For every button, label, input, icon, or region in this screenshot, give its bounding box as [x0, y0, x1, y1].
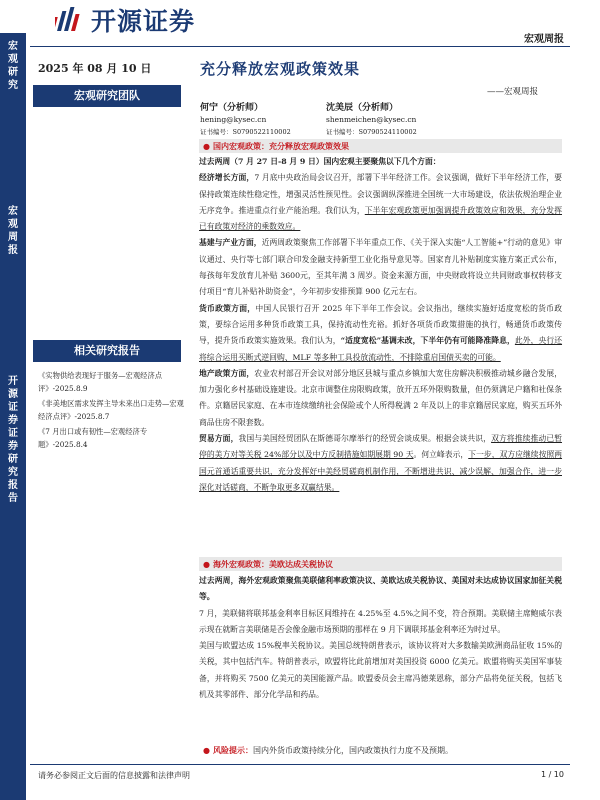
analyst-1 [200, 102, 291, 138]
bullet-icon: ● [203, 746, 210, 755]
band-tab-macro-research: 宏观研究 [8, 41, 18, 91]
analyst-name: 沈美辰（分析师） [326, 103, 399, 113]
report-title: 充分释放宏观政策效果 [200, 60, 361, 78]
band-tab-research-report: 开源证券 证券研究报告 [8, 376, 18, 504]
related-item[interactable]: 《非美地区需求发挥主导未来出口走势—宏观经济点评》-2025.8.7 [38, 399, 184, 421]
para-trade: 贸易方面，我国与美国经贸团队在斯德哥尔摩举行的经贸会谈成果。根据会谈共识，双方将推续推动已暂停的美方对等关税 24%部分以及中方反制措施如期展期 90 天。何立峰表示，下一步，双方应继续按照两国元首通话重要共识，充分发挥好中美经贸磋商机制作用，不断增进共识、减少误解、加强合作，进一步深化对话磋商，不断争取更多双赢结果。 [199, 434, 563, 492]
related-list [38, 370, 186, 454]
para-growth: 经济增长方面，7 月底中央政治局会议召开，部署下半年经济工作。会议强调，做好下半年经济工作，要保持政策连续性稳定性，增强灵活性预见性。会议强调纵深推进全国统一大市场建设，依法依规治理企业无序竞争。推进重点行业产能治理。我们认为，下半年宏观政策更加强调提升政策效应和效果，充分发挥已有政策对经济的乘数效应。 [199, 173, 563, 232]
section-label: 风险提示： [212, 745, 253, 755]
para-monetary: 货币政策方面，中国人民银行召开 2025 年下半年工作会议。会议指出，继续实施好适度宽松的货币政策，要综合运用多种货币政策工具，保持流动性充裕。抓好各项货币政策措施的执行，畅通货币政策传导，提升货币政策实施效果。我们认为，“适度宽松”基调未改，下半年仍有可能降准降息，此外，央行还将综合运用买断式逆回购、MLF 等多种工具投放流动性，不排除重启国债买卖的可能。 [199, 303, 563, 362]
page-number: 1 / 10 [540, 770, 564, 779]
intro: 过去两周（7 月 27 日-8 月 9 日）国内宏观主要聚焦以下几个方面： [199, 157, 441, 166]
section-domestic-policy [199, 139, 562, 153]
brand-logo [55, 2, 195, 38]
overseas-body [199, 573, 562, 703]
report-subtitle: ——宏观周报 [486, 87, 538, 97]
overseas-intro: 过去两周，海外宏观政策聚焦美联储利率政策决议、美欧达成关税协议、美国对未达成协议国家加征关税等。 [199, 576, 562, 602]
para-property: 地产政策方面，农业农村部召开会议对部分地区县城与重点乡镇加大宽住房解决积极推动城乡融合发展，加力强化乡村基础设施建设。北京市调整住房限购政策，放开五环外限购数量，但仍须满足户籍和社保条件。京籍居民家庭、在本市连续缴纳社会保险或个人所得税满 2 年及以上的非京籍居民家庭，购买五环外商品住房不限套数。 [199, 368, 563, 427]
analyst-cert: 证书编号：S0790522110002 [200, 128, 291, 136]
domestic-body [199, 154, 562, 496]
bullet-icon: ● [203, 142, 210, 151]
band-tab-weekly: 宏观周报 [8, 206, 18, 256]
related-item[interactable]: 《7 月出口或有韧性—宏观经济专题》-2025.8.4 [38, 427, 148, 449]
footer-disclaimer: 请务必参阅正文后面的信息披露和法律声明 [38, 771, 190, 780]
bullet-icon: ● [203, 560, 210, 569]
section-headline: 充分释放宏观政策效果 [268, 141, 349, 151]
para-fed: 7 月，美联储将联邦基金利率目标区间维持在 4.25%至 4.5%之间不变，符合预期。美联储主席鲍威尔表示现在就断言美联储是否会像金融市场预期的那样在 9 月下调联邦基金利率还为时过早。 [199, 608, 562, 634]
brand-name: 开源证券 [91, 7, 196, 36]
footer-divider [30, 764, 570, 765]
section-label: 海外宏观政策： [212, 559, 269, 569]
section-overseas-policy [199, 557, 562, 571]
header-divider [30, 46, 570, 47]
para-us-eu: 美国与欧盟达成 15%税率关税协议。美国总统特朗普表示，该协议将对大多数输美欧洲商品征收 15%的关税，其中包括汽车。特朗普表示，欧盟将比此前增加对美国投资 6000 亿美元。欧盟将购买美国军事装备，并将购买 7500 亿美元的美国能源产品。欧盟委员会主席冯德莱恩称，部分产品将免征关税，包括飞机及其零部件、部分化学品和药品。 [199, 641, 562, 700]
report-date: 2025 年 08 月 10 日 [38, 62, 152, 75]
team-title: 宏观研究团队 [33, 85, 181, 107]
section-headline: 美欧达成关税协议 [268, 559, 333, 569]
analyst-email[interactable]: hening@kysec.cn [200, 115, 267, 124]
analyst-2 [326, 102, 417, 138]
related-title: 相关研究报告 [33, 340, 181, 362]
related-item[interactable]: 《实物供给表现好于服务—宏观经济点评》-2025.8.9 [38, 371, 163, 393]
analyst-email[interactable]: shenmeichen@kysec.cn [326, 115, 417, 124]
analyst-name: 何宁（分析师） [200, 103, 264, 113]
section-risk [199, 743, 562, 757]
risk-text: 国内外货币政策持续分化，国内政策执行力度不及预期。 [252, 746, 453, 755]
para-infrastructure: 基建与产业方面，近两周政策聚焦工作部署下半年重点工作、《关于深入实施“人工智能+”行动的意见》审议通过、央行等七部门联合印发金融支持新型工业化指导意见等。国家育儿补贴制度实施方案正式公布，每孩每年发放育儿补贴 3600元，至其年满 3 周岁。资金来源方面，中央财政将设立共同财政事权转移支付项目“育儿补贴补助资金”，今年初步安排预算 900 亿元左右。 [199, 238, 562, 297]
analyst-cert: 证书编号：S0790524110002 [326, 128, 417, 136]
logo-mark-icon [55, 5, 85, 35]
document-type: 宏观周报 [524, 34, 564, 45]
section-label: 国内宏观政策： [212, 141, 269, 151]
